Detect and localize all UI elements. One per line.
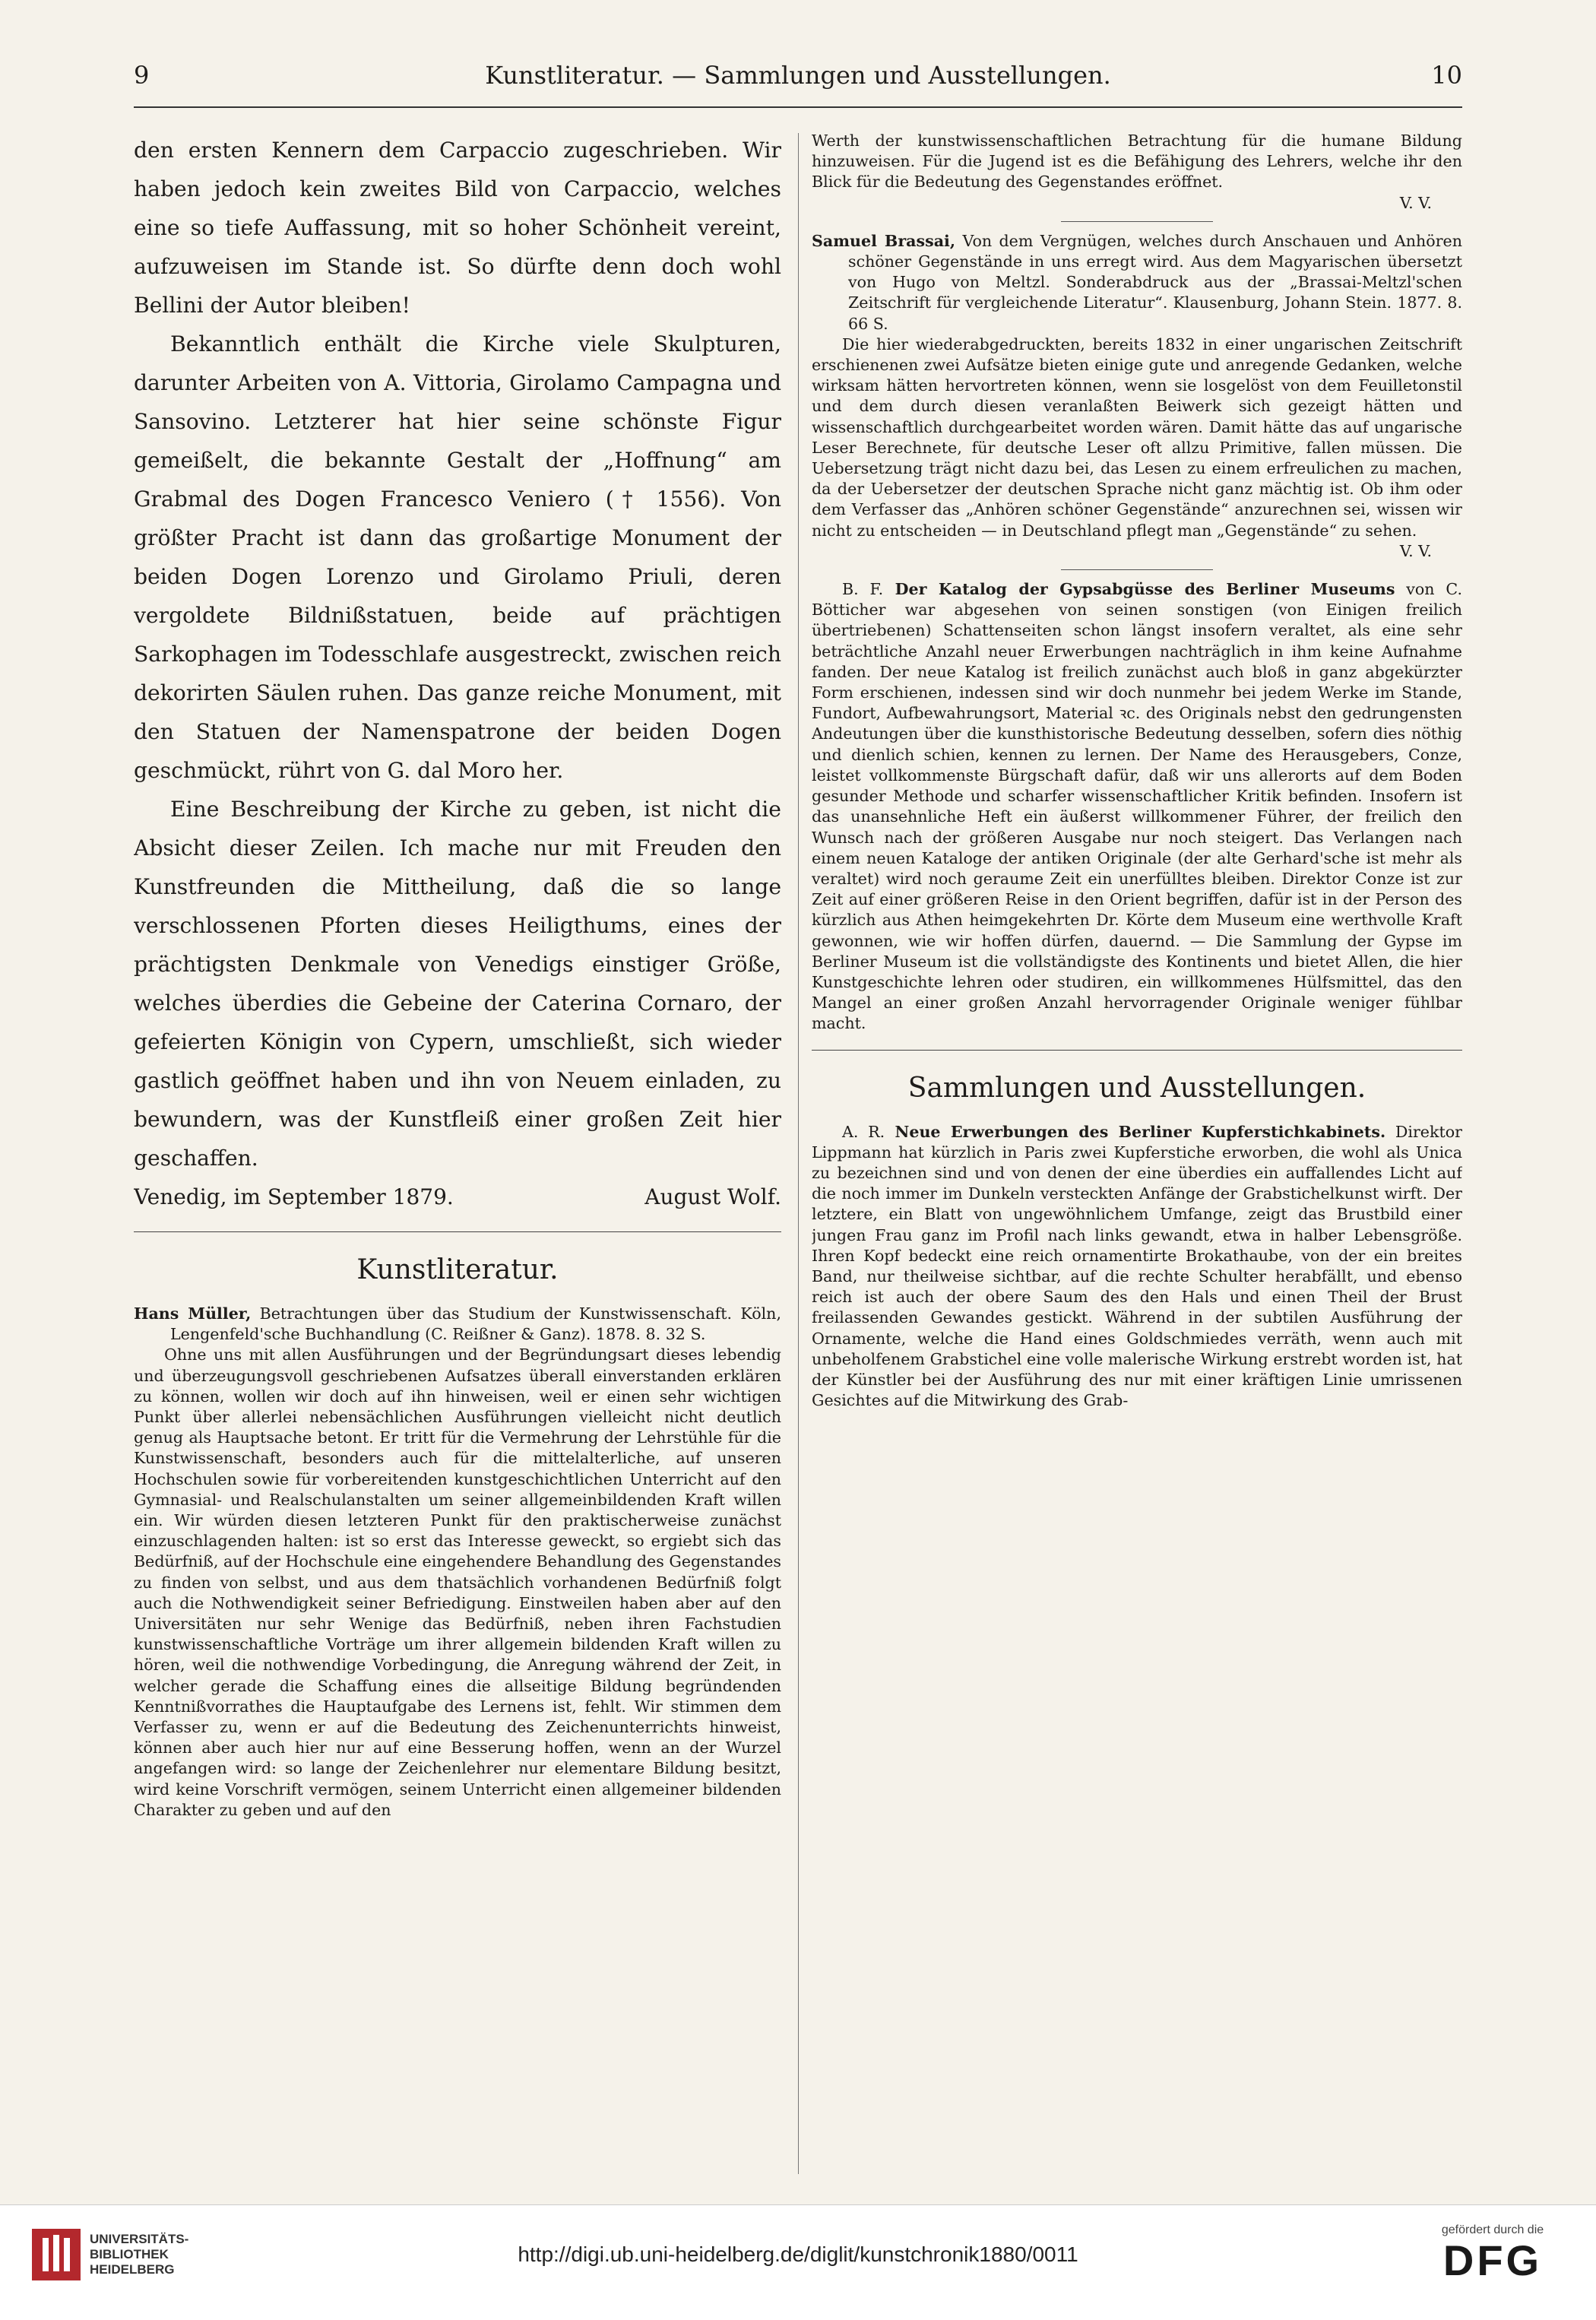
acquisition-notice [812,1122,1462,1412]
signature-line [134,1177,781,1216]
page-number-right: 10 [1431,61,1462,90]
funder-block [1417,2223,1569,2284]
notice-title: Neue Erwerbungen des Berliner Kupferstichkabinets. [885,1122,1386,1141]
review-text: Die hier wiederabgedruckten, bereits 1832 in einer ungarischen Zeitschrift erschienenen zwei Aufsätze bieten einige gute und anregende Gedanken, welche wirksam hätten hervortreten können, wenn sie losgelöst von dem Feuilletonstil und dem durch diesen veranlaßten Beiwerk sich gezeigt hätten und wissenschaftlich durchgearbeitet worden wären. Damit hätte das auf ungarische Leser Berechnete, für deutsche Leser oft allzu Primitive, fallen müssen. Die Uebersetzung trägt nicht dazu bei, das Lesen zu einem erfreulichen zu machen, da der Uebersetzer der deutschen Sprache nicht ganz mächtig ist. Ob ihm oder dem Verfasser das „Anhören schöner Gegenstände“ anzurechnen sei, wissen wir nicht zu entscheiden — in Deutschland pflegt man „Gegenstände“ zu sehen. [812,334,1462,540]
separator [1061,221,1213,222]
header-rule [134,106,1462,108]
author-name: August Wolf. [644,1184,781,1209]
paragraph: Werth der kunstwissenschaftlichen Betrachtung für die humane Bildung hinzuweisen. Für die Jugend ist es die Befähigung des Lehrers, welche ihr den Blick für die Bedeutung des Gegenstandes eröffnet. [812,132,1462,192]
paragraph: den ersten Kennern dem Carpaccio zugeschrieben. Wir haben jedoch kein zweites Bild von Carpaccio, welches eine so tiefe Auffassung, mit so hoher Schönheit vereint, aufzuweisen im Stande ist. So dürfte denn doch wohl Bellini der Autor bleiben! [134,138,781,318]
place-date: Venedig, im September 1879. [134,1184,454,1209]
review-title: Betrachtungen über das Studium der Kunstwissenschaft. Köln, Lengenfeld'sche Buchhandlung (C. Reißner & Ganz). 1878. 8. 32 S. [170,1304,781,1344]
review-text: Ohne uns mit allen Ausführungen und der Begründungsart dieses lebendig und überzeugungsvoll geschriebenen Aufsatzes überall einverstanden erklären zu können, wollen wir doch auf ihn hinweisen, weil er einen sehr wichtigen Punkt über allerlei nebensächlichen Ausführungen vielleicht nicht deutlich genug als Hauptsache betont. Er tritt für die Vermehrung der Lehrstühle für die Kunstwissenschaft, besonders auch für die mittelalterliche, auf unseren Hochschulen sowie für vorbereitenden kunstgeschichtlichen Unterricht auf den Gymnasial- und Realschulanstalten um seiner allgemeinbildenden Kraft willen ein. Wir würden diesen letzteren Punkt für den praktischerweise zunächst einzuschlagenden halten: ist so erst das Interesse geweckt, so ergiebt sich das Bedürfniß, auf der Hochschule eine eingehendere Behandlung des Gegenstandes zu finden von selbst, und aus dem thatsächlich vorhandenen Bedürfniß folgt auch die Nothwendigkeit seiner Befriedigung. Einstweilen haben aber auf den Universitäten nur sehr Wenige das Bedürfniß, neben ihren Fachstudien kunstwissenschaftliche Vorträge um ihrer allgemein bildenden Kraft willen zu hören, weil die nothwendige Vorbedingung, die Anregung während der Zeit, in welcher gerade die Schaffung eines die allseitige Bildung begründenden Kenntnißvorrathes die Hauptaufgabe des Lernens ist, fehlt. Wir stimmen dem Verfasser zu, wenn er auf die Bedeutung des Zeichenunterrichts hinweist, können aber auch hier nur auf eine Besserung hoffen, wenn an der Wurzel angefangen wird: so lange der Zeichenlehrer nur elementare Bildung besitzt, wird keine Vorschrift vermögen, seinem Unterricht einen allgemeiner bildenden Charakter zu geben und auf den [134,1345,781,1819]
permalink-url[interactable]: http://digi.ub.uni-heidelberg.de/diglit/kunstchronik1880/0011 [518,2242,1078,2266]
reviewer-signature: V. V. [1399,193,1432,212]
author-initials: A. R. [842,1122,885,1141]
section-heading: Sammlungen und Ausstellungen. [907,1072,1366,1104]
review-citation [134,1304,781,1345]
notice-title: Der Katalog der Gypsabgüsse des Berliner Museums [883,580,1395,599]
catalog-notice [812,579,1462,1034]
running-title: Kunstliteratur. — Sammlungen und Ausstellungen. [485,61,1111,90]
column-divider [798,133,799,2174]
left-column [134,131,781,2174]
review-author: Hans Müller, [134,1304,252,1323]
review-author: Samuel Brassai, [812,231,956,250]
library-name: UNIVERSITÄTS- BIBLIOTHEK HEIDELBERG [90,2232,189,2277]
section-rule [812,1050,1462,1051]
review-citation [812,231,1462,334]
review-title: Von dem Vergnügen, welches durch Anschauen und Anhören schöner Gegenstände in uns erregt wird. Aus dem Magyarischen übersetzt von Hugo von Meltzl. Sonderabdruck aus der „Brassai-Meltzl'schen Zeitschrift für vergleichende Literatur“. Klausenburg, Johann Stein. 1877. 8. 66 S. [848,231,1462,333]
dfg-logo[interactable]: DFG [1442,2236,1543,2284]
notice-text: von C. Bötticher war abgesehen von seinen sonstigen (von Einigen freilich übertriebenen) Schattenseiten schon längst insofern veraltet, als eine sehr beträchtliche Anzahl neuer Erwerbungen nachträglich in ihm keine Aufnahme fanden. Der neue Katalog ist freilich zunächst auch bloß in ganz abgekürzter Form erschienen, indessen sind wir doch nunmehr bei jedem Werke im Stande, Fundort, Aufbewahrungsort, Material ꝛc. des Originals nebst den gedrungensten Andeutungen über die kunsthistorische Bedeutung desselben, sofern dies nöthig und dienlich schien, kennen zu lernen. Der Name des Herausgebers, Conze, leistet vollkommenste Bürgschaft dafür, daß wir uns allerorts auf dem Boden gesunder Methode und scharfer wissenschaftlicher Kritik befinden. Insofern ist das unansehnliche Heft ein äußerst willkommener Führer, der freilich den Wunsch nach der größeren Ausgabe nur noch steigert. Das Verlangen nach einem neuen Kataloge der antiken Originale (der alte Gerhard'sche ist mehr als veraltet) wird noch geraume Zeit ein unerfülltes bleiben. Direktor Conze ist zur Zeit auf einer größeren Reise in den Orient begriffen, dafür ist in der Person des kürzlich aus Athen heimgekehrten Dr. Körte dem Museum eine werthvolle Kraft gewonnen, wie wir hoffen dürfen, dauernd. — Die Sammlung der Gypse im Berliner Museum ist die vollständigste des Kontinents und bietet Allen, die hier Kunstgeschichte lehren oder studiren, ein willkommenes Hülfsmittel, das den Mangel an einer großen Anzahl hervorragender Originale weniger fühlbar macht. [812,580,1462,1033]
separator [1061,569,1213,570]
paragraph: Eine Beschreibung der Kirche zu geben, ist nicht die Absicht dieser Zeilen. Ich mache nur mit Freuden den Kunstfreunden die Mittheilung, daß die so lange verschlossenen Pforten dieses Heiligthums, eines der prächtigsten Denkmale von Venedigs einstiger Größe, welches überdies die Gebeine der Caterina Cornaro, der gefeierten Königin von Cypern, umschließt, sich wieder gastlich geöffnet haben und ihn von Neuem einladen, zu bewundern, was der Kunstfleiß einer großen Zeit hier geschaffen. [134,797,781,1171]
page-number-left: 9 [134,61,150,90]
notice-text: Direktor Lippmann hat kürzlich in Paris zwei Kupferstiche erworben, die wohl als Unica zu bezeichnen sind und von denen der eine überdies ein auffallendes Licht auf die noch immer im Dunkeln versteckten Anfänge der Grabstichelkunst wirft. Der letztere, ein Blatt von ungewöhnlichem Umfange, zeigt das Brustbild einer jungen Frau ganz im Profil nach links gewandt, etwa in halber Lebensgröße. Ihren Kopf bedeckt eine reich ornamentirte Brokathaube, von der ein breites Band, nur theilweise sichtbar, auf die rechte Schulter herabfällt, und ebenso reich ist auch der obere Saum des den Hals und einen Theil der Brust freilassenden Gewandes gestickt. Während in der subtilen Ausführung der Ornamente, welche die Hand eines Goldschmiedes verräth, wenn auch mit unbeholfenem Grabstichel eine volle malerische Wirkung erstrebt worden ist, hat der Künstler bei der Ausführung des nur mit einer kräftigen Linie umrissenen Gesichtes auf die Mitwirkung des Grab- [812,1122,1462,1410]
running-header [134,61,1462,99]
author-initials: B. F. [842,580,884,599]
funded-by-label: gefördert durch die [1441,2223,1544,2236]
section-heading: Kunstliteratur. [356,1254,559,1285]
reviewer-signature: V. V. [1399,541,1432,560]
right-column [812,131,1462,2174]
paragraph: Bekanntlich enthält die Kirche viele Skulpturen, darunter Arbeiten von A. Vittoria, Girolamo Campagna und Sansovino. Letzterer hat hier seine schönste Figur gemeißelt, die bekannte Gestalt der „Hoffnung“ am Grabmal des Dogen Francesco Veniero († 1556). Von größter Pracht ist dann das großartige Monument der beiden Dogen Lorenzo und Girolamo Priuli, deren vergoldete Bildnißstatuen, beide auf prächtigen Sarkophagen im Todesschlafe ausgestreckt, zwischen reich dekorirten Säulen ruhen. Das ganze reiche Monument, mit den Statuen der Namenspatrone der beiden Dogen geschmückt, rührt von G. dal Moro her. [134,331,781,783]
section-rule [134,1231,781,1232]
